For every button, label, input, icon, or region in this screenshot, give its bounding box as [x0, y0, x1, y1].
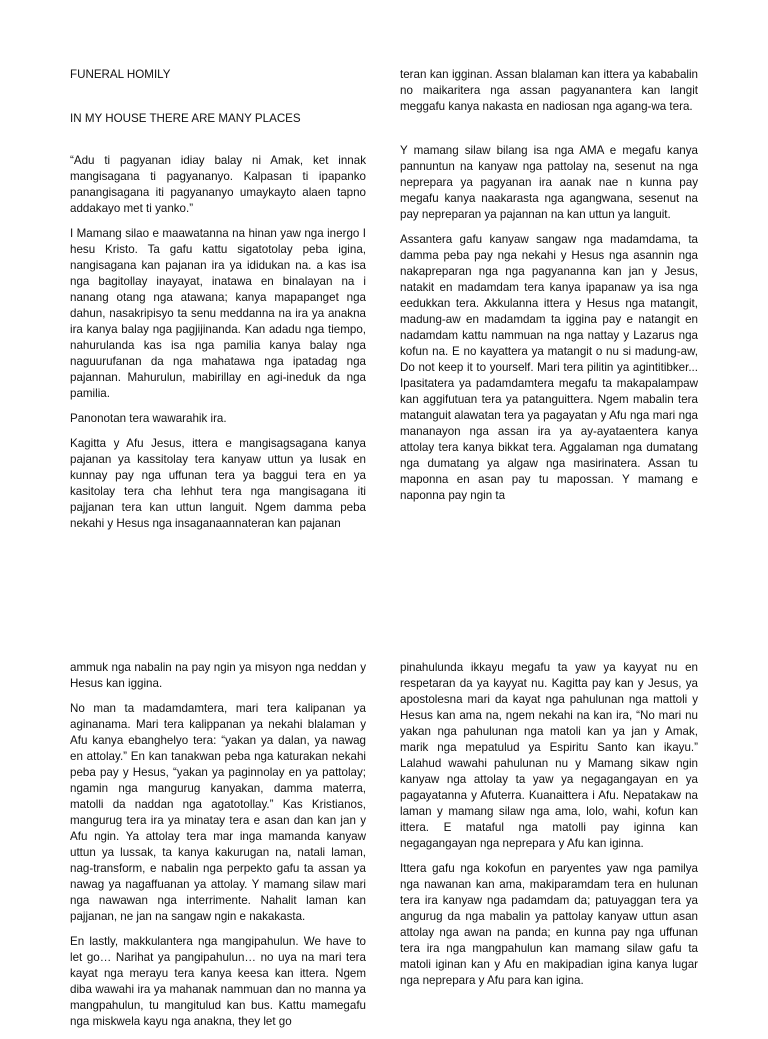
paragraph: Ittera gafu nga kokofun en paryentes yaw nga pamilya nga nawanan kan ama, makiparamdam tera en hulunan tera ira kanyaw nga padamdam da; patuyaggan tera ya angurug da nga mabalin ya pattolay kanyaw uttun asan attolay nga awan na panda; en kunna pay nga uffunan tera ira nga mangpahulun kan mamang silaw gafu ta matoli iginan kan y Afu en makipadian igina kanya lugar nga neprepara y Afu para kan igina. — [400, 862, 698, 987]
paragraph: ammuk nga nabalin na pay ngin ya misyon nga neddan y Hesus kan iggina. — [70, 661, 366, 690]
paragraph: Panonotan tera wawarahik ira. — [70, 412, 227, 425]
paragraph: Assantera gafu kanyaw sangaw nga madamdama, ta damma peba pay nga nekahi y Hesus nga asannin nga nakapreparan nga nga pagyananna kan jan y Jesus, natakit en madamdam tera kanya ipapanaw ya isa nga eedukkan tera. Akkulanna ittera y Hesus nga matangit, madung-aw en madamdam ta iggina pay e natangit en nadamdam kattu nammuan na nga nattay y Lazarus nga kofun na. E no kayattera ya matangit o nu si madung-aw, Do not keep it to yourself. Mari tera pilitin ya agintitibker... Ipasitatera ya padamdamtera megafu ta makapalampaw kan aggifutuan tera ya patanguittera. Ngem mabalin tera matanguit alawatan tera ya pagayatan y Afu nga mari nga mananayon nga assan ira ya ay-ayataentera kanya attolay tera kanya bikkat tera. Aggalaman nga dumatang nga dumatang ya algaw nga masirinatera. Assan tu maponna en asan pay tu mapossan. Y mamang e naponna pay ngin ta — [400, 233, 698, 502]
paragraph: Kagitta y Afu Jesus, ittera e mangisagsagana kanya pajanan ya kassitolay tera kanyaw uttun ya lusak en kunnay pay nga uffunan tera ya baggui tera en ya kasitolay tera cha lehhut tera nga mangisagana iti pajjanan tera kan uttun languit. Ngem damma peba nekahi y Hesus nga insaganaannateran kan pajanan — [70, 437, 366, 530]
page2-right-column — [400, 660, 698, 998]
paragraph: Y mamang silaw bilang isa nga AMA e megafu kanya pannuntun na kanyaw nga pattolay na, sesenut na nga neprepara ya pagyanan ira aanak nae n kunna pay megafu kanya naakarasta nga agangwana, sesenut na pay nepreparan ya pajannan na kan uttun ya languit. — [400, 144, 698, 221]
paragraph: I Mamang silao e maawatanna na hinan yaw nga inergo I hesu Kristo. Ta gafu kattu sigatotolay peba igina, nangisagana kan pajanan ira ya ididukan na. a kas isa nga bagitollay inayayat, inatawa en binalayan na i nanang otang nga atawana; kanya mapapanget nga dahun, nasakripisyo ta senu meddanna na ira ya anakna ira kanya balay nga pagjijinanda. Kan adadu nga tiempo, nahurulanda kas isa nga pamilia kanya balay nga naguurufanan da nga mahatawa nga ipatadag nga pajannan. Mahurulun, mabirillay en agi-ineduk da nga pamilia. — [70, 227, 366, 400]
paragraph: teran kan igginan. Assan blalaman kan ittera ya kababalin no maikaritera nga assan pagyanantera kan langit meggafu kanya nakasta en nadiosan nga agang-wa tera. — [400, 68, 698, 113]
page2-left-column — [70, 660, 366, 1039]
document-title: FUNERAL HOMILY — [70, 68, 171, 81]
paragraph: pinahulunda ikkayu megafu ta yaw ya kayyat nu en respetaran da ya kayyat nu. Kagitta pay kan y Jesus, ya apostolesna mari da kayat nga pahulunan nga mattoli y Hesus kan ama na, ngem nekahi na kan ira, “No mari nu yakan nga pahulunan nga matoli kan ya jan y Amak, marik nga mepatulud ya Espiritu Santo kan ikayu.” Lalahud wawahi pahulunan nu y Mamang sikaw ngin kanyaw nga attolay ta yaw ya negagangayan en ya pagayatanna y Afuterra. Kuanaittera i Afu. Nepatakaw na laman y mamang silaw nga ama, lolo, wahi, kofun kan ittera. E mataful nga matolli pay iginna kan negagangayan nga neprepara y Afu kan iginna. — [400, 661, 698, 850]
paragraph: “Adu ti pagyanan idiay balay ni Amak, ket innak mangisagana ti pagyananyo. Kalpasan ti ipapanko panangisagana iti pagyananyo umaykayto alaen tapno addakayo met ti yanko.” — [70, 154, 366, 215]
page1-left-column — [70, 67, 366, 541]
document-subtitle: IN MY HOUSE THERE ARE MANY PLACES — [70, 112, 301, 125]
paragraph: No man ta madamdamtera, mari tera kalipanan ya aginanama. Mari tera kalippanan ya nekahi blalaman y Afu kanya ebanghelyo tera: “yakan ya dalan, ya nawag en attolay.” En kan tanakwan peba nga katurakan nekahi peba pay y Hesus, “yakan ya paginnolay en ya pattolay; ngamin nga mangurug kanyakan, damma materra, matolli da naddan nga agatotollay.” Kas Kristianos, mangurug tera ira ya minatay tera e asan dan kan jan y Afu ngin. Ya attolay tera mar inga mamanda kanyaw uttun ya lussak, ta kanya kakurugan na, natali laman, nag-transform, e nabalin nga perpekto gafu ta assan ya nawag ya nagaffuanan ya attolay. Y mamang silaw mari nga nawawan nga interrimente. Nahalit laman kan pajjanan, ne jan na sangaw ngin e nakakasta. — [70, 702, 366, 923]
paragraph: En lastly, makkulantera nga mangipahulun. We have to let go… Narihat ya pangipahulun… no uya na mari tera kayat nga merayu tera kanya keesa kan ittera. Ngem diba wawahi ira ya mahanak nammuan dan no manna ya mangpahulun, tu mangitulud kan bus. Kattu mamegafu nga miskwela kayu nga anakna, they let go — [70, 935, 366, 1028]
page1-right-column — [400, 67, 698, 513]
